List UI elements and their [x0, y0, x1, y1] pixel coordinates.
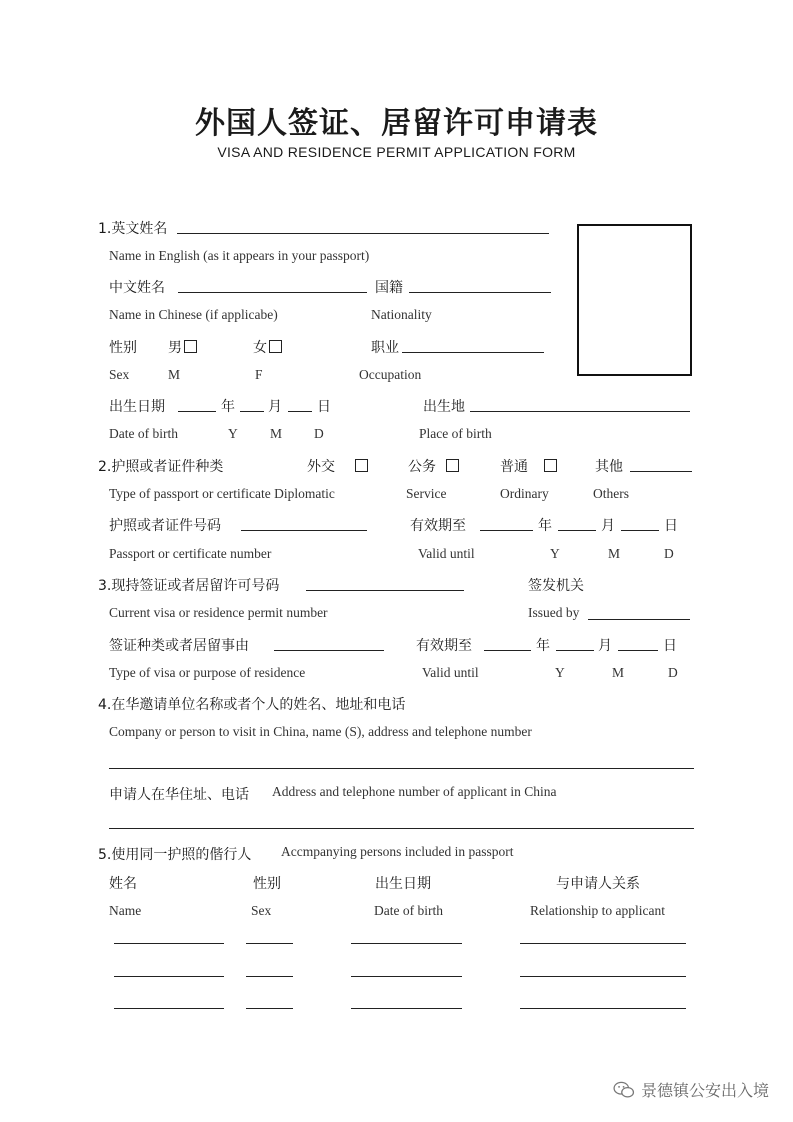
ordinary-label-en: Ordinary	[500, 486, 549, 501]
dob-year-cn: 年	[221, 399, 235, 415]
passport-valid-day-field[interactable]	[621, 530, 659, 531]
passport-valid-m-en: M	[608, 546, 621, 561]
form-subtitle: VISA AND RESIDENCE PERMIT APPLICATION FORM	[217, 144, 576, 160]
occupation-label-cn: 职业	[371, 340, 399, 356]
name-chinese-label-en: Name in Chinese (if applicabe)	[109, 307, 278, 322]
pob-label-en: Place of birth	[419, 426, 492, 441]
visa-type-label-en: Type of visa or purpose of residence	[109, 665, 306, 680]
host-field[interactable]	[109, 768, 694, 769]
companion-sex-field[interactable]	[246, 943, 293, 944]
passport-valid-y-en: Y	[550, 546, 560, 561]
sex-label-en: Sex	[109, 367, 130, 382]
visa-valid-day-field[interactable]	[618, 650, 658, 651]
applicant-address-label-en: Address and telephone number of applicant in China	[272, 784, 557, 799]
companion-name-field[interactable]	[114, 976, 224, 977]
visa-number-field[interactable]	[306, 590, 464, 591]
service-checkbox[interactable]	[446, 459, 459, 472]
passport-valid-year-cn: 年	[538, 518, 552, 534]
passport-number-label-cn: 护照或者证件号码	[109, 518, 221, 534]
female-label: 女	[253, 340, 267, 356]
col-relationship-cn: 与申请人关系	[556, 876, 640, 892]
companion-relationship-field[interactable]	[520, 976, 686, 977]
dob-year-field[interactable]	[178, 411, 216, 412]
issued-by-label-en: Issued by	[528, 605, 580, 620]
companion-name-field[interactable]	[114, 943, 224, 944]
wechat-icon	[613, 1081, 635, 1099]
visa-number-label-en: Current visa or residence permit number	[109, 605, 328, 620]
host-label-cn: 4.在华邀请单位名称或者个人的姓名、地址和电话	[98, 697, 406, 713]
applicant-address-field[interactable]	[109, 828, 694, 829]
companion-relationship-field[interactable]	[520, 1008, 686, 1009]
dob-m-en: M	[270, 426, 283, 441]
visa-valid-d-en: D	[668, 665, 678, 680]
passport-valid-label-en: Valid until	[418, 546, 475, 561]
form-title: 外国人签证、居留许可申请表	[195, 106, 598, 141]
col-sex-cn: 性别	[253, 876, 281, 892]
col-sex-en: Sex	[251, 903, 272, 918]
dob-label-cn: 出生日期	[109, 399, 165, 415]
dob-d-en: D	[314, 426, 324, 441]
passport-valid-month-cn: 月	[601, 518, 615, 534]
col-dob-en: Date of birth	[374, 903, 443, 918]
passport-valid-month-field[interactable]	[558, 530, 596, 531]
applicant-address-label-cn: 申请人在华住址、电话	[109, 787, 249, 803]
visa-valid-y-en: Y	[555, 665, 565, 680]
companion-name-field[interactable]	[114, 1008, 224, 1009]
passport-number-field[interactable]	[241, 530, 367, 531]
name-chinese-field[interactable]	[178, 292, 367, 293]
visa-number-label-cn: 3.现持签证或者居留许可号码	[98, 578, 280, 594]
photo-box[interactable]	[577, 224, 692, 376]
ordinary-option	[500, 456, 557, 476]
ordinary-checkbox[interactable]	[544, 459, 557, 472]
companions-label-cn: 5.使用同一护照的偕行人	[98, 847, 252, 863]
male-label: 男	[168, 340, 182, 356]
col-name-en: Name	[109, 903, 142, 918]
visa-valid-label-en: Valid until	[422, 665, 479, 680]
pob-field[interactable]	[470, 411, 690, 412]
visa-valid-label-cn: 有效期至	[416, 638, 472, 654]
companion-sex-field[interactable]	[246, 1008, 293, 1009]
visa-valid-month-cn: 月	[598, 638, 612, 654]
dob-day-cn: 日	[317, 399, 331, 415]
female-label-en: F	[255, 367, 263, 382]
host-label-en: Company or person to visit in China, name (S), address and telephone number	[109, 724, 532, 739]
name-english-label-cn: 1.英文姓名	[98, 221, 168, 237]
name-chinese-label-cn: 中文姓名	[109, 280, 165, 296]
col-relationship-en: Relationship to applicant	[530, 903, 665, 918]
passport-valid-year-field[interactable]	[480, 530, 533, 531]
visa-valid-day-cn: 日	[663, 638, 677, 654]
others-field[interactable]	[630, 471, 692, 472]
nationality-label-cn: 国籍	[375, 280, 403, 296]
dob-label-en: Date of birth	[109, 426, 178, 441]
service-label-en: Service	[406, 486, 447, 501]
passport-valid-day-cn: 日	[664, 518, 678, 534]
name-english-field[interactable]	[177, 233, 549, 234]
dob-day-field[interactable]	[288, 411, 312, 412]
issued-by-field[interactable]	[588, 619, 690, 620]
occupation-label-en: Occupation	[359, 367, 422, 382]
ordinary-label: 普通	[500, 459, 528, 475]
watermark	[613, 1078, 769, 1101]
name-english-label-en: Name in English (as it appears in your passport)	[109, 248, 370, 263]
nationality-label-en: Nationality	[371, 307, 432, 322]
visa-type-label-cn: 签证种类或者居留事由	[109, 638, 249, 654]
visa-valid-year-cn: 年	[536, 638, 550, 654]
watermark-text: 景德镇公安出入境	[640, 1081, 769, 1100]
col-name-cn: 姓名	[109, 876, 137, 892]
service-label: 公务	[408, 459, 436, 475]
companion-dob-field[interactable]	[351, 1008, 462, 1009]
companion-relationship-field[interactable]	[520, 943, 686, 944]
male-option	[168, 337, 197, 357]
diplomatic-checkbox[interactable]	[355, 459, 368, 472]
others-label-cn: 其他	[595, 459, 623, 475]
companion-sex-field[interactable]	[246, 976, 293, 977]
passport-type-label-en: Type of passport or certificate Diplomatic	[109, 486, 335, 501]
nationality-field[interactable]	[409, 292, 551, 293]
passport-valid-d-en: D	[664, 546, 674, 561]
occupation-field[interactable]	[402, 352, 544, 353]
visa-valid-year-field[interactable]	[484, 650, 531, 651]
companions-label-en: Accmpanying persons included in passport	[281, 844, 514, 859]
passport-valid-label-cn: 有效期至	[410, 518, 466, 534]
passport-type-label-cn: 2.护照或者证件种类	[98, 459, 224, 475]
female-checkbox[interactable]	[269, 340, 282, 353]
visa-valid-m-en: M	[612, 665, 625, 680]
male-checkbox[interactable]	[184, 340, 197, 353]
col-dob-cn: 出生日期	[375, 876, 431, 892]
visa-valid-month-field[interactable]	[556, 650, 594, 651]
dob-y-en: Y	[228, 426, 238, 441]
dob-month-cn: 月	[268, 399, 282, 415]
sex-label-cn: 性别	[109, 340, 137, 356]
companion-dob-field[interactable]	[351, 976, 462, 977]
others-label-en: Others	[593, 486, 629, 501]
service-option	[408, 456, 459, 476]
diplomatic-option	[307, 456, 368, 476]
passport-number-label-en: Passport or certificate number	[109, 546, 272, 561]
male-label-en: M	[168, 367, 181, 382]
issuing-authority-label-cn: 签发机关	[528, 578, 584, 594]
pob-label-cn: 出生地	[423, 399, 465, 415]
visa-type-field[interactable]	[274, 650, 384, 651]
diplomatic-label: 外交	[307, 459, 335, 475]
dob-month-field[interactable]	[240, 411, 264, 412]
female-option	[253, 337, 282, 357]
companion-dob-field[interactable]	[351, 943, 462, 944]
